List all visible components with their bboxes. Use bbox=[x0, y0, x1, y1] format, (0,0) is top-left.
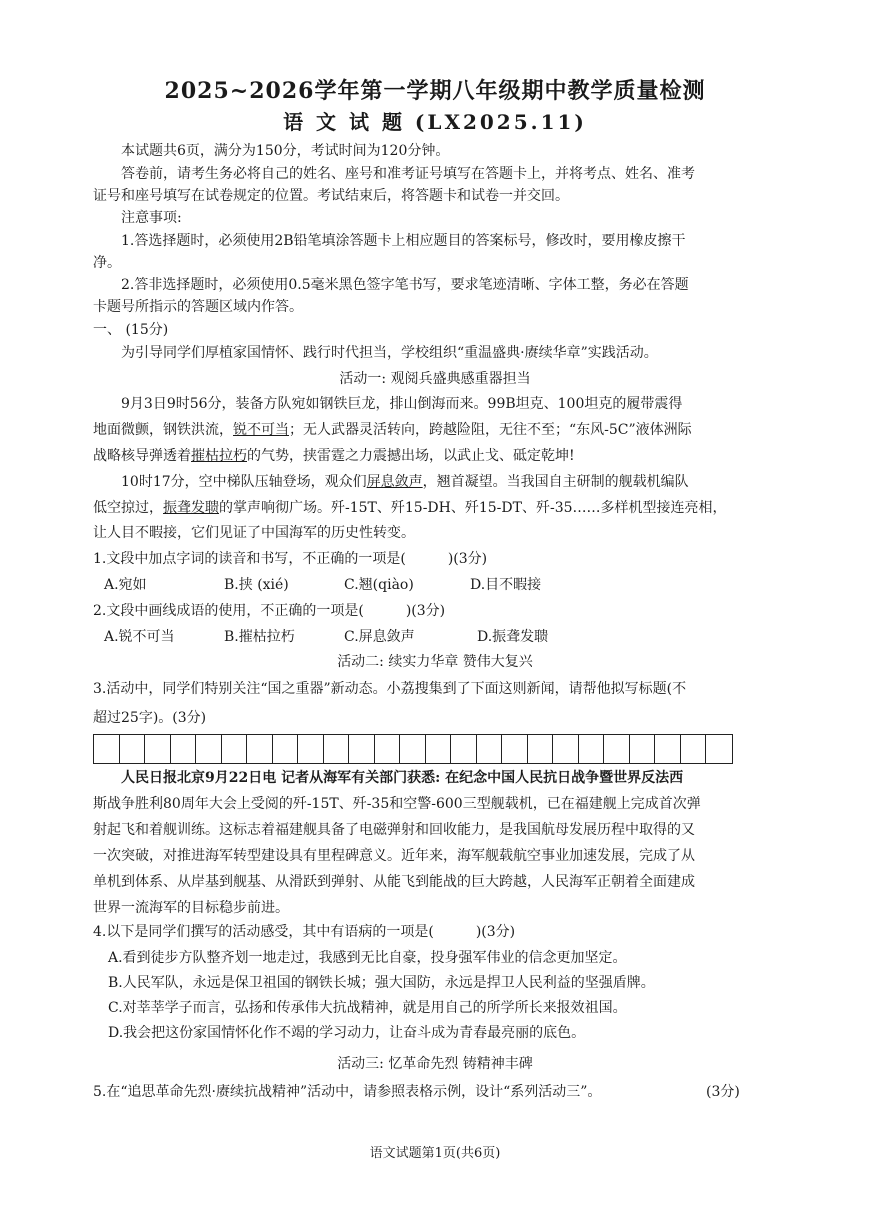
q1-option-a: A.宛如 bbox=[104, 577, 147, 593]
question-1: 1.文段中加点字词的读音和书写，不正确的一项是( )(3分) bbox=[93, 551, 488, 567]
news-line-2: 射起飞和着舰训练。这标志着福建舰具备了电磁弹射和回收能力，是我国航母发展历程中取得的又 bbox=[93, 822, 695, 838]
question-4: 4.以下是同学们撰写的活动感受，其中有语病的一项是( )(3分) bbox=[93, 924, 516, 940]
answer-grid-cell[interactable] bbox=[273, 735, 299, 763]
activity1-line-3: 战略核导弹透着摧枯拉朽的气势，挟雷霆之力震撼出场，以武止戈、砥定乾坤! bbox=[93, 448, 575, 464]
underlined-idiom: 屏息敛声 bbox=[366, 474, 423, 490]
answer-grid-cell[interactable] bbox=[477, 735, 503, 763]
activity3-heading: 活动三: 忆革命先烈 铸精神丰碑 bbox=[337, 1056, 533, 1072]
q4-option-c: C.对莘莘学子而言，弘扬和传承伟大抗战精神，就是用自己的所学所长来报效祖国。 bbox=[108, 1000, 627, 1016]
answer-grid-cell[interactable] bbox=[196, 735, 222, 763]
notice-item-1-cont: 净。 bbox=[93, 255, 121, 271]
exam-title: 2025~2026学年第一学期八年级期中教学质量检测 bbox=[164, 78, 706, 104]
underlined-idiom: 振聋发聩 bbox=[163, 500, 219, 516]
news-line-4: 单机到体系、从岸基到舰基、从滑跃到弹射、从能飞到能战的巨大跨越，人民海军正朝着全面建成 bbox=[93, 874, 695, 890]
answer-grid-cell[interactable] bbox=[630, 735, 656, 763]
activity2-heading: 活动二: 续实力华章 赞伟大复兴 bbox=[337, 654, 533, 670]
answer-grid-cell[interactable] bbox=[706, 735, 732, 763]
answer-grid-cell[interactable] bbox=[604, 735, 630, 763]
q4-option-d: D.我会把这份家国情怀化作不竭的学习动力，让奋斗成为青春最亮丽的底色。 bbox=[108, 1025, 586, 1041]
activity1-line-2: 地面微颤，钢铁洪流，锐不可当；无人武器灵活转向，跨越险阻，无往不至；“东风-5C”液体洲际 bbox=[93, 422, 692, 438]
intro-line-3: 证号和座号填写在试卷规定的位置。考试结束后，将答题卡和试卷一并交回。 bbox=[93, 188, 569, 204]
question-3: 3.活动中，同学们特别关注“国之重器”新动态。小荔搜集到了下面这则新闻，请帮他拟写标题(不 bbox=[93, 681, 687, 697]
answer-grid-cell[interactable] bbox=[655, 735, 681, 763]
q1-option-d: D.目不暇接 bbox=[470, 577, 542, 593]
section-one-heading: 一、 (15分) bbox=[93, 322, 169, 338]
news-line-1: 斯战争胜利80周年大会上受阅的歼-15T、歼-35和空警-600三型舰载机，已在福建舰上完成首次弹 bbox=[93, 796, 701, 812]
q1-option-b: B.挟 (xié) bbox=[224, 577, 289, 593]
answer-grid-cell[interactable] bbox=[222, 735, 248, 763]
answer-grid-cell[interactable] bbox=[553, 735, 579, 763]
q2-option-c: C.屏息敛声 bbox=[344, 629, 415, 645]
news-line-5: 世界一流海军的目标稳步前进。 bbox=[93, 900, 289, 916]
q2-option-a: A.锐不可当 bbox=[104, 629, 175, 645]
answer-grid-cell[interactable] bbox=[298, 735, 324, 763]
answer-grid-cell[interactable] bbox=[247, 735, 273, 763]
page-footer: 语文试题第1页(共6页) bbox=[369, 1146, 501, 1161]
answer-grid-cell[interactable] bbox=[426, 735, 452, 763]
question-2: 2.文段中画线成语的使用，不正确的一项是( )(3分) bbox=[93, 603, 446, 619]
answer-grid-cell[interactable] bbox=[324, 735, 350, 763]
activity1-heading: 活动一: 观阅兵盛典感重器担当 bbox=[339, 371, 531, 387]
news-lead: 人民日报北京9月22日电 记者从海军有关部门获悉: 在纪念中国人民抗日战争暨世界反法西 bbox=[121, 770, 684, 786]
notice-item-1: 1.答选择题时，必须使用2B铅笔填涂答题卡上相应题目的答案标号，修改时，要用橡皮擦干 bbox=[121, 233, 686, 249]
exam-subtitle: 语 文 试 题 (LX2025.11) bbox=[283, 110, 587, 134]
activity1-line-4: 10时17分，空中梯队压轴登场，观众们屏息敛声，翘首凝望。当我国自主研制的舰载机编队 bbox=[121, 474, 689, 490]
notice-item-2: 2.答非选择题时，必须使用0.5毫米黑色签字笔书写，要求笔迹清晰、字体工整，务必在答题 bbox=[121, 277, 689, 293]
answer-grid-cell[interactable] bbox=[171, 735, 197, 763]
answer-grid-cell[interactable] bbox=[400, 735, 426, 763]
question-3-cont: 超过25字)。(3分) bbox=[93, 710, 207, 726]
answer-grid-cell[interactable] bbox=[145, 735, 171, 763]
q2-option-d: D.振聋发聩 bbox=[477, 629, 549, 645]
news-line-3: 一次突破，对推进海军转型建设具有里程碑意义。近年来，海军舰载航空事业加速发展，完成了从 bbox=[93, 848, 695, 864]
answer-grid-cell[interactable] bbox=[681, 735, 707, 763]
q2-option-b: B.摧枯拉朽 bbox=[224, 629, 295, 645]
activity1-line-6: 让人目不暇接，它们见证了中国海军的历史性转变。 bbox=[93, 525, 415, 541]
notice-item-2-cont: 卡题号所指示的答题区域内作答。 bbox=[93, 299, 303, 315]
q1-option-c: C.翘(qiào) bbox=[344, 577, 414, 593]
activity1-line-5: 低空掠过，振聋发聩的掌声响彻广场。歼-15T、歼15-DH、歼15-DT、歼-35……多样机型接连亮相， bbox=[93, 500, 727, 516]
underlined-idiom: 摧枯拉朽 bbox=[191, 448, 247, 464]
section-intro: 为引导同学们厚植家国情怀、践行时代担当，学校组织“重温盛典·赓续华章”实践活动。 bbox=[121, 345, 658, 361]
answer-grid-cell[interactable] bbox=[528, 735, 554, 763]
answer-grid-cell[interactable] bbox=[120, 735, 146, 763]
q4-option-b: B.人民军队，永远是保卫祖国的钢铁长城；强大国防，永远是捍卫人民利益的坚强盾牌。 bbox=[108, 975, 655, 991]
notice-heading: 注意事项: bbox=[121, 210, 182, 226]
answer-grid-cell[interactable] bbox=[94, 735, 120, 763]
underlined-idiom: 锐不可当 bbox=[233, 422, 289, 438]
answer-grid-cell[interactable] bbox=[451, 735, 477, 763]
answer-grid-cell[interactable] bbox=[579, 735, 605, 763]
answer-grid-cell[interactable] bbox=[502, 735, 528, 763]
question-5: 5.在“追思革命先烈·赓续抗战精神”活动中，请参照表格示例，设计“系列活动三”。 bbox=[93, 1084, 602, 1100]
question-5-points: (3分) bbox=[706, 1084, 740, 1100]
activity1-line-1: 9月3日9时56分，装备方队宛如钢铁巨龙，排山倒海而来。99B坦克、100坦克的履带震得 bbox=[121, 396, 683, 412]
intro-line-2: 答卷前，请考生务必将自己的姓名、座号和准考证号填写在答题卡上，并将考点、姓名、准考 bbox=[121, 166, 695, 182]
intro-line-1: 本试题共6页，满分为150分，考试时间为120分钟。 bbox=[121, 143, 450, 159]
answer-grid-cell[interactable] bbox=[375, 735, 401, 763]
answer-grid-cell[interactable] bbox=[349, 735, 375, 763]
q4-option-a: A.看到徒步方队整齐划一地走过，我感到无比自豪，投身强军伟业的信念更加坚定。 bbox=[108, 950, 627, 966]
title-answer-grid[interactable] bbox=[93, 734, 733, 764]
